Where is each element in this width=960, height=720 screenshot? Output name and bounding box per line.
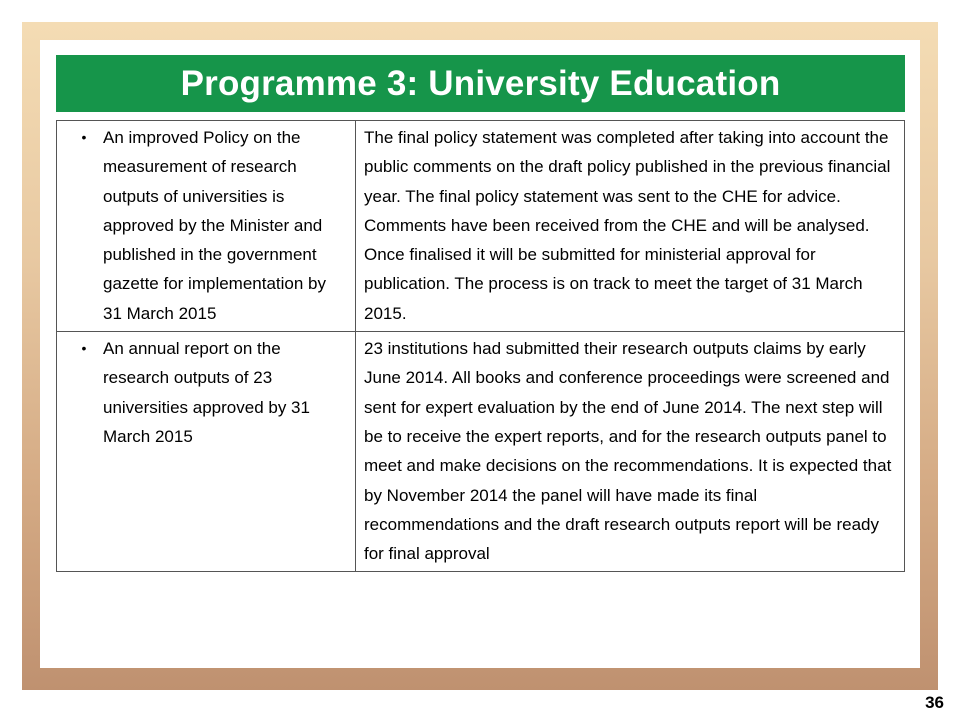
progress-cell — [356, 332, 905, 572]
page-number: 36 — [925, 693, 944, 712]
table-row — [57, 332, 905, 572]
target-cell — [57, 332, 356, 572]
target-text: An annual report on the research outputs of 23 universities approved by 31 March 2015 — [103, 339, 310, 446]
target-text: An improved Policy on the measurement of research outputs of universities is approved by the Minister and published in the government gazette for implementation by 31 March 2015 — [103, 128, 327, 323]
bullet-icon: • — [81, 340, 87, 357]
slide-title: Programme 3: University Education — [180, 63, 781, 103]
progress-table — [56, 120, 905, 572]
target-cell — [57, 121, 356, 332]
title-banner — [56, 55, 905, 112]
table-row — [57, 121, 905, 332]
progress-cell — [356, 121, 905, 332]
bullet-icon: • — [81, 129, 87, 145]
progress-text: 23 institutions had submitted their research outputs claims by early June 2014. All books and conference proceedings were screened and sent for expert evaluation by the end of June 2014. The next step will be to receive the expert reports, and for the research outputs panel to meet and make decisions on the recommendations. It is expected that by November 2014 the panel will have made its final recommendations and the draft research outputs report will be ready for final approval — [364, 339, 892, 564]
progress-text: The final policy statement was completed after taking into account the public comments on the draft policy published in the previous financial year. The final policy statement was sent to the CHE for advice. Comments have been received from the CHE and will be analysed. Once finalised it will be submitted for ministerial approval for publication. The process is on track to meet the target of 31 March 2015. — [364, 128, 891, 323]
